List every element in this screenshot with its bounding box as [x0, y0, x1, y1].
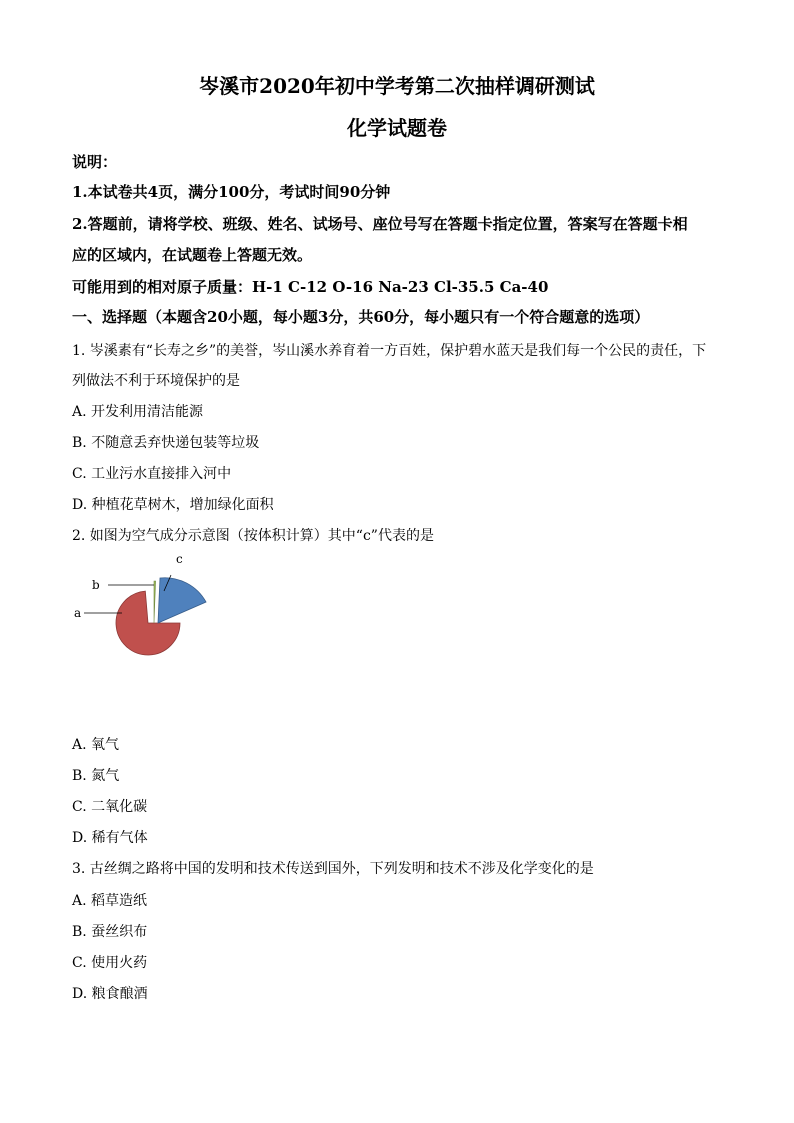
atomic-mass-line: 可能用到的相对原子质量：H-1 C-12 O-16 Na-23 Cl-35.5 Ca-40	[72, 278, 549, 296]
section-1-heading: 一、选择题（本题含20小题，每小题3分，共60分，每小题只有一个符合题意的选项）	[72, 308, 650, 326]
q2-stem: 2. 如图为空气成分示意图（按体积计算）其中“c”代表的是	[72, 528, 434, 544]
q1-option-d: D. 种植花草树木，增加绿化面积	[72, 497, 274, 513]
q3-option-b: B. 蚕丝织布	[72, 924, 148, 940]
q3-option-d: D. 粮食酿酒	[72, 986, 148, 1002]
q1-stem-line-1: 1. 岑溪素有“长寿之乡”的美誉，岑山溪水养育着一方百姓，保护碧水蓝天是我们每一个公民的责任，下	[72, 343, 707, 359]
q2-option-b: B. 氮气	[72, 768, 120, 784]
q2-option-a: A. 氧气	[72, 737, 120, 753]
q1-option-a: A. 开发利用清洁能源	[72, 404, 204, 420]
q3-option-c: C. 使用火药	[72, 955, 148, 971]
pie-label-c: c	[176, 552, 183, 566]
q1-option-c: C. 工业污水直接排入河中	[72, 466, 232, 482]
q3-stem: 3. 古丝绸之路将中国的发明和技术传送到国外，下列发明和技术不涉及化学变化的是	[72, 861, 594, 877]
pie-slice-c	[158, 578, 206, 623]
air-composition-pie-figure	[70, 548, 220, 693]
exam-subtitle: 化学试题卷	[347, 116, 447, 140]
q1-stem-line-2: 列做法不利于环境保护的是	[72, 373, 240, 389]
pie-label-b: b	[92, 578, 100, 592]
q2-option-d: D. 稀有气体	[72, 830, 148, 846]
pie-label-a: a	[74, 606, 82, 620]
notes-heading: 说明：	[72, 153, 118, 171]
q2-option-c: C. 二氧化碳	[72, 799, 148, 815]
notes-item-2-line-1: 2.答题前，请将学校、班级、姓名、试场号、座位号写在答题卡指定位置，答案写在答题卡相	[72, 215, 688, 233]
notes-item-1: 1.本试卷共4页，满分100分，考试时间90分钟	[72, 183, 391, 201]
pie-slice-b	[154, 581, 156, 623]
q1-option-b: B. 不随意丢弃快递包装等垃圾	[72, 435, 260, 451]
exam-title: 岑溪市2020年初中学考第二次抽样调研测试	[199, 74, 595, 98]
q3-option-a: A. 稻草造纸	[72, 893, 148, 909]
notes-item-2-line-2: 应的区域内，在试题卷上答题无效。	[72, 246, 313, 264]
